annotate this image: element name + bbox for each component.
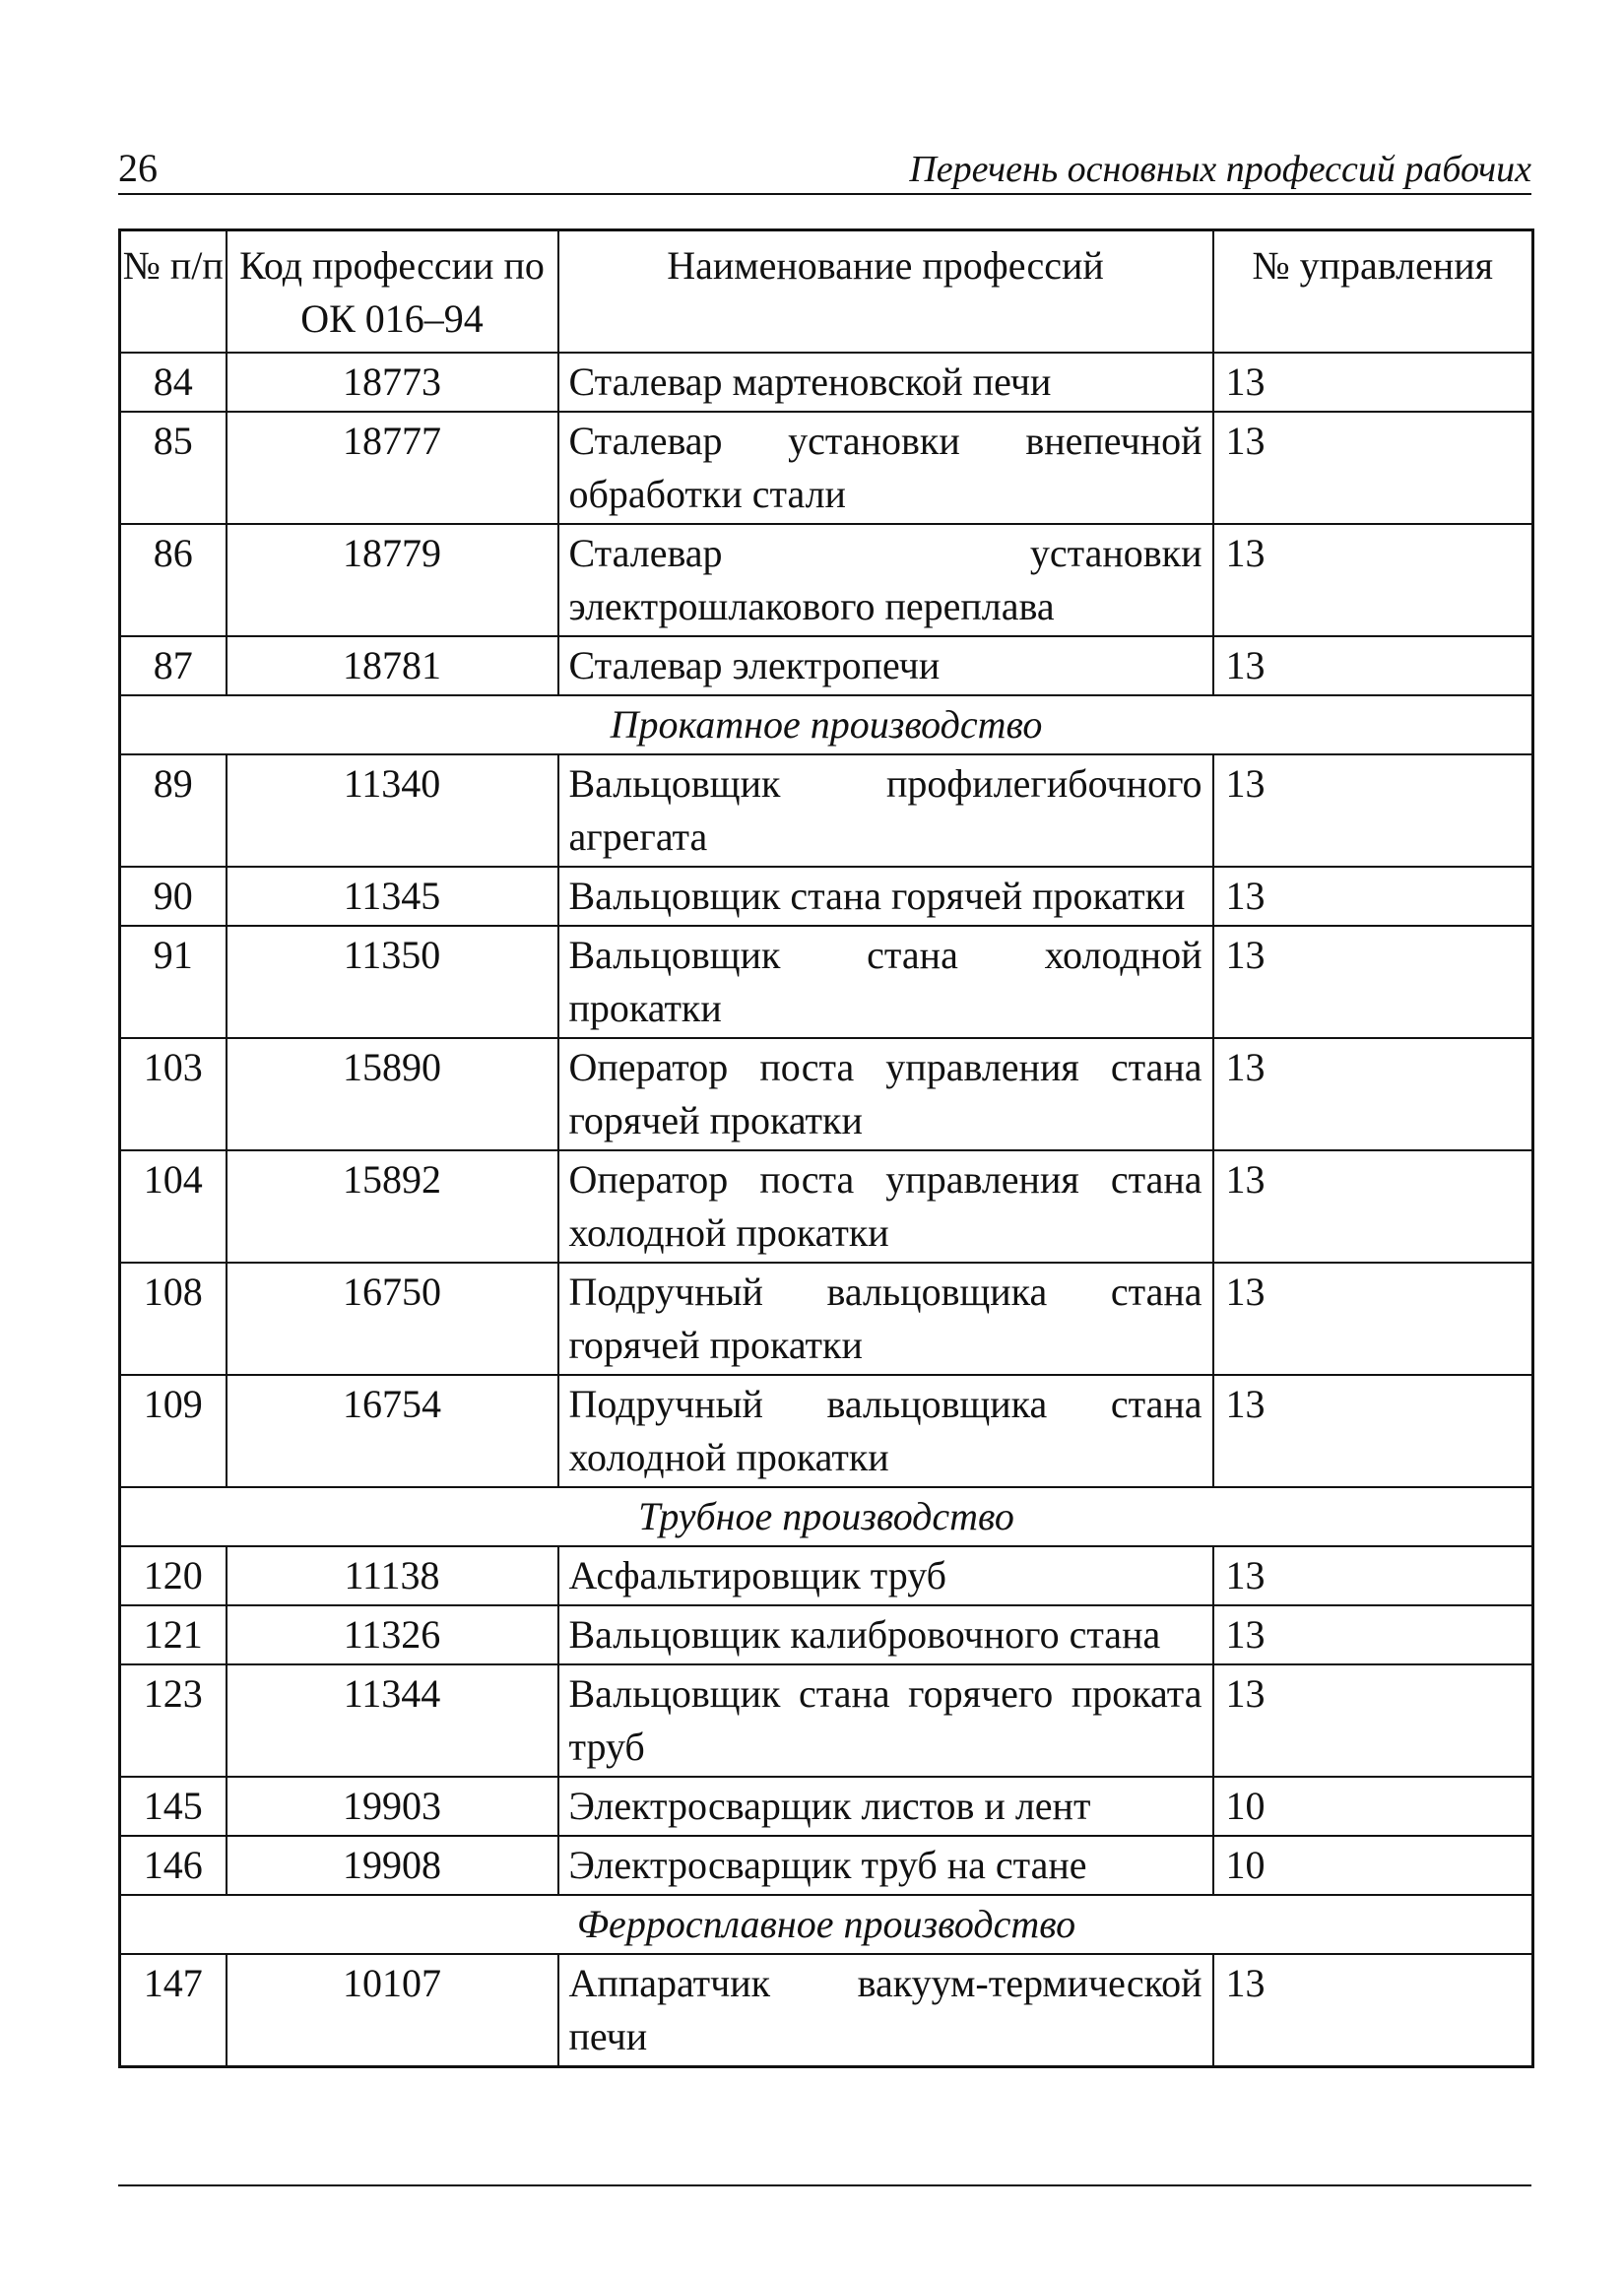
profession-name: Оператор поста управления стана холодной прокатки (558, 1150, 1213, 1263)
profession-code: 11345 (227, 867, 558, 926)
row-number: 121 (120, 1605, 227, 1664)
footer-rule (118, 2184, 1531, 2186)
profession-name: Подручный вальцовщика стана холодной прокатки (558, 1375, 1213, 1487)
table-row (120, 926, 1533, 1038)
row-number: 120 (120, 1546, 227, 1605)
row-number: 108 (120, 1263, 227, 1375)
table-row (120, 867, 1533, 926)
table-row (120, 636, 1533, 695)
profession-code: 11340 (227, 754, 558, 867)
profession-code: 18781 (227, 636, 558, 695)
profession-code: 18773 (227, 353, 558, 412)
row-number: 147 (120, 1954, 227, 2067)
profession-code: 10107 (227, 1954, 558, 2067)
row-number: 84 (120, 353, 227, 412)
profession-name: Сталевар установки электрошлакового переплава (558, 524, 1213, 636)
profession-name: Сталевар установки внепечной обработки стали (558, 412, 1213, 524)
profession-code: 15892 (227, 1150, 558, 1263)
profession-name: Электросварщик листов и лент (558, 1777, 1213, 1836)
page-number: 26 (118, 146, 158, 190)
profession-name: Электросварщик труб на стане (558, 1836, 1213, 1895)
table-row (120, 1375, 1533, 1487)
section-title: Прокатное производство (120, 695, 1533, 754)
profession-code: 16750 (227, 1263, 558, 1375)
row-number: 90 (120, 867, 227, 926)
profession-code: 15890 (227, 1038, 558, 1150)
department-number: 13 (1213, 1375, 1533, 1487)
table-row (120, 1263, 1533, 1375)
row-number: 146 (120, 1836, 227, 1895)
profession-code: 19908 (227, 1836, 558, 1895)
profession-code: 11326 (227, 1605, 558, 1664)
table-row (120, 1546, 1533, 1605)
table-row (120, 1777, 1533, 1836)
table-row (120, 524, 1533, 636)
department-number: 13 (1213, 1263, 1533, 1375)
department-number: 10 (1213, 1836, 1533, 1895)
professions-table (118, 228, 1534, 2068)
table-row (120, 1664, 1533, 1777)
department-number: 13 (1213, 1546, 1533, 1605)
section-title: Трубное производство (120, 1487, 1533, 1546)
section-row (120, 1895, 1533, 1954)
department-number: 13 (1213, 926, 1533, 1038)
department-number: 13 (1213, 1605, 1533, 1664)
department-number: 13 (1213, 1664, 1533, 1777)
table-row (120, 1150, 1533, 1263)
profession-code: 11138 (227, 1546, 558, 1605)
table-row (120, 1605, 1533, 1664)
row-number: 103 (120, 1038, 227, 1150)
profession-name: Подручный вальцовщика стана горячей прокатки (558, 1263, 1213, 1375)
profession-name: Вальцовщик профилегибочного агрегата (558, 754, 1213, 867)
table-row (120, 1954, 1533, 2067)
profession-code: 19903 (227, 1777, 558, 1836)
profession-name: Вальцовщик стана горячего проката труб (558, 1664, 1213, 1777)
profession-name: Асфальтировщик труб (558, 1546, 1213, 1605)
profession-name: Вальцовщик калибровочного стана (558, 1605, 1213, 1664)
department-number: 13 (1213, 636, 1533, 695)
profession-code: 18777 (227, 412, 558, 524)
row-number: 145 (120, 1777, 227, 1836)
profession-code: 18779 (227, 524, 558, 636)
header-department: № управления (1213, 230, 1533, 354)
header-number: № п/п (120, 230, 227, 354)
table-body (120, 353, 1533, 2067)
profession-code: 16754 (227, 1375, 558, 1487)
row-number: 85 (120, 412, 227, 524)
department-number: 13 (1213, 412, 1533, 524)
department-number: 13 (1213, 867, 1533, 926)
profession-name: Сталевар электропечи (558, 636, 1213, 695)
table-row (120, 754, 1533, 867)
running-title: Перечень основных профессий рабочих (909, 149, 1531, 190)
profession-name: Аппаратчик вакуум-термической печи (558, 1954, 1213, 2067)
row-number: 86 (120, 524, 227, 636)
profession-code: 11344 (227, 1664, 558, 1777)
table-row (120, 1836, 1533, 1895)
header-name: Наименование профессий (558, 230, 1213, 354)
page-header (118, 148, 1531, 195)
profession-name: Вальцовщик стана горячей прокатки (558, 867, 1213, 926)
row-number: 123 (120, 1664, 227, 1777)
table-header-row (120, 230, 1533, 354)
table-row (120, 412, 1533, 524)
section-row (120, 695, 1533, 754)
department-number: 13 (1213, 1954, 1533, 2067)
row-number: 87 (120, 636, 227, 695)
profession-code: 11350 (227, 926, 558, 1038)
table-row (120, 353, 1533, 412)
table-row (120, 1038, 1533, 1150)
department-number: 13 (1213, 353, 1533, 412)
row-number: 91 (120, 926, 227, 1038)
profession-name: Вальцовщик стана холодной прокатки (558, 926, 1213, 1038)
department-number: 13 (1213, 754, 1533, 867)
department-number: 13 (1213, 524, 1533, 636)
row-number: 89 (120, 754, 227, 867)
department-number: 13 (1213, 1038, 1533, 1150)
department-number: 13 (1213, 1150, 1533, 1263)
header-code: Код профессии по ОК 016–94 (227, 230, 558, 354)
department-number: 10 (1213, 1777, 1533, 1836)
profession-name: Оператор поста управления стана горячей прокатки (558, 1038, 1213, 1150)
row-number: 109 (120, 1375, 227, 1487)
profession-name: Сталевар мартеновской печи (558, 353, 1213, 412)
section-row (120, 1487, 1533, 1546)
row-number: 104 (120, 1150, 227, 1263)
section-title: Ферросплавное производство (120, 1895, 1533, 1954)
